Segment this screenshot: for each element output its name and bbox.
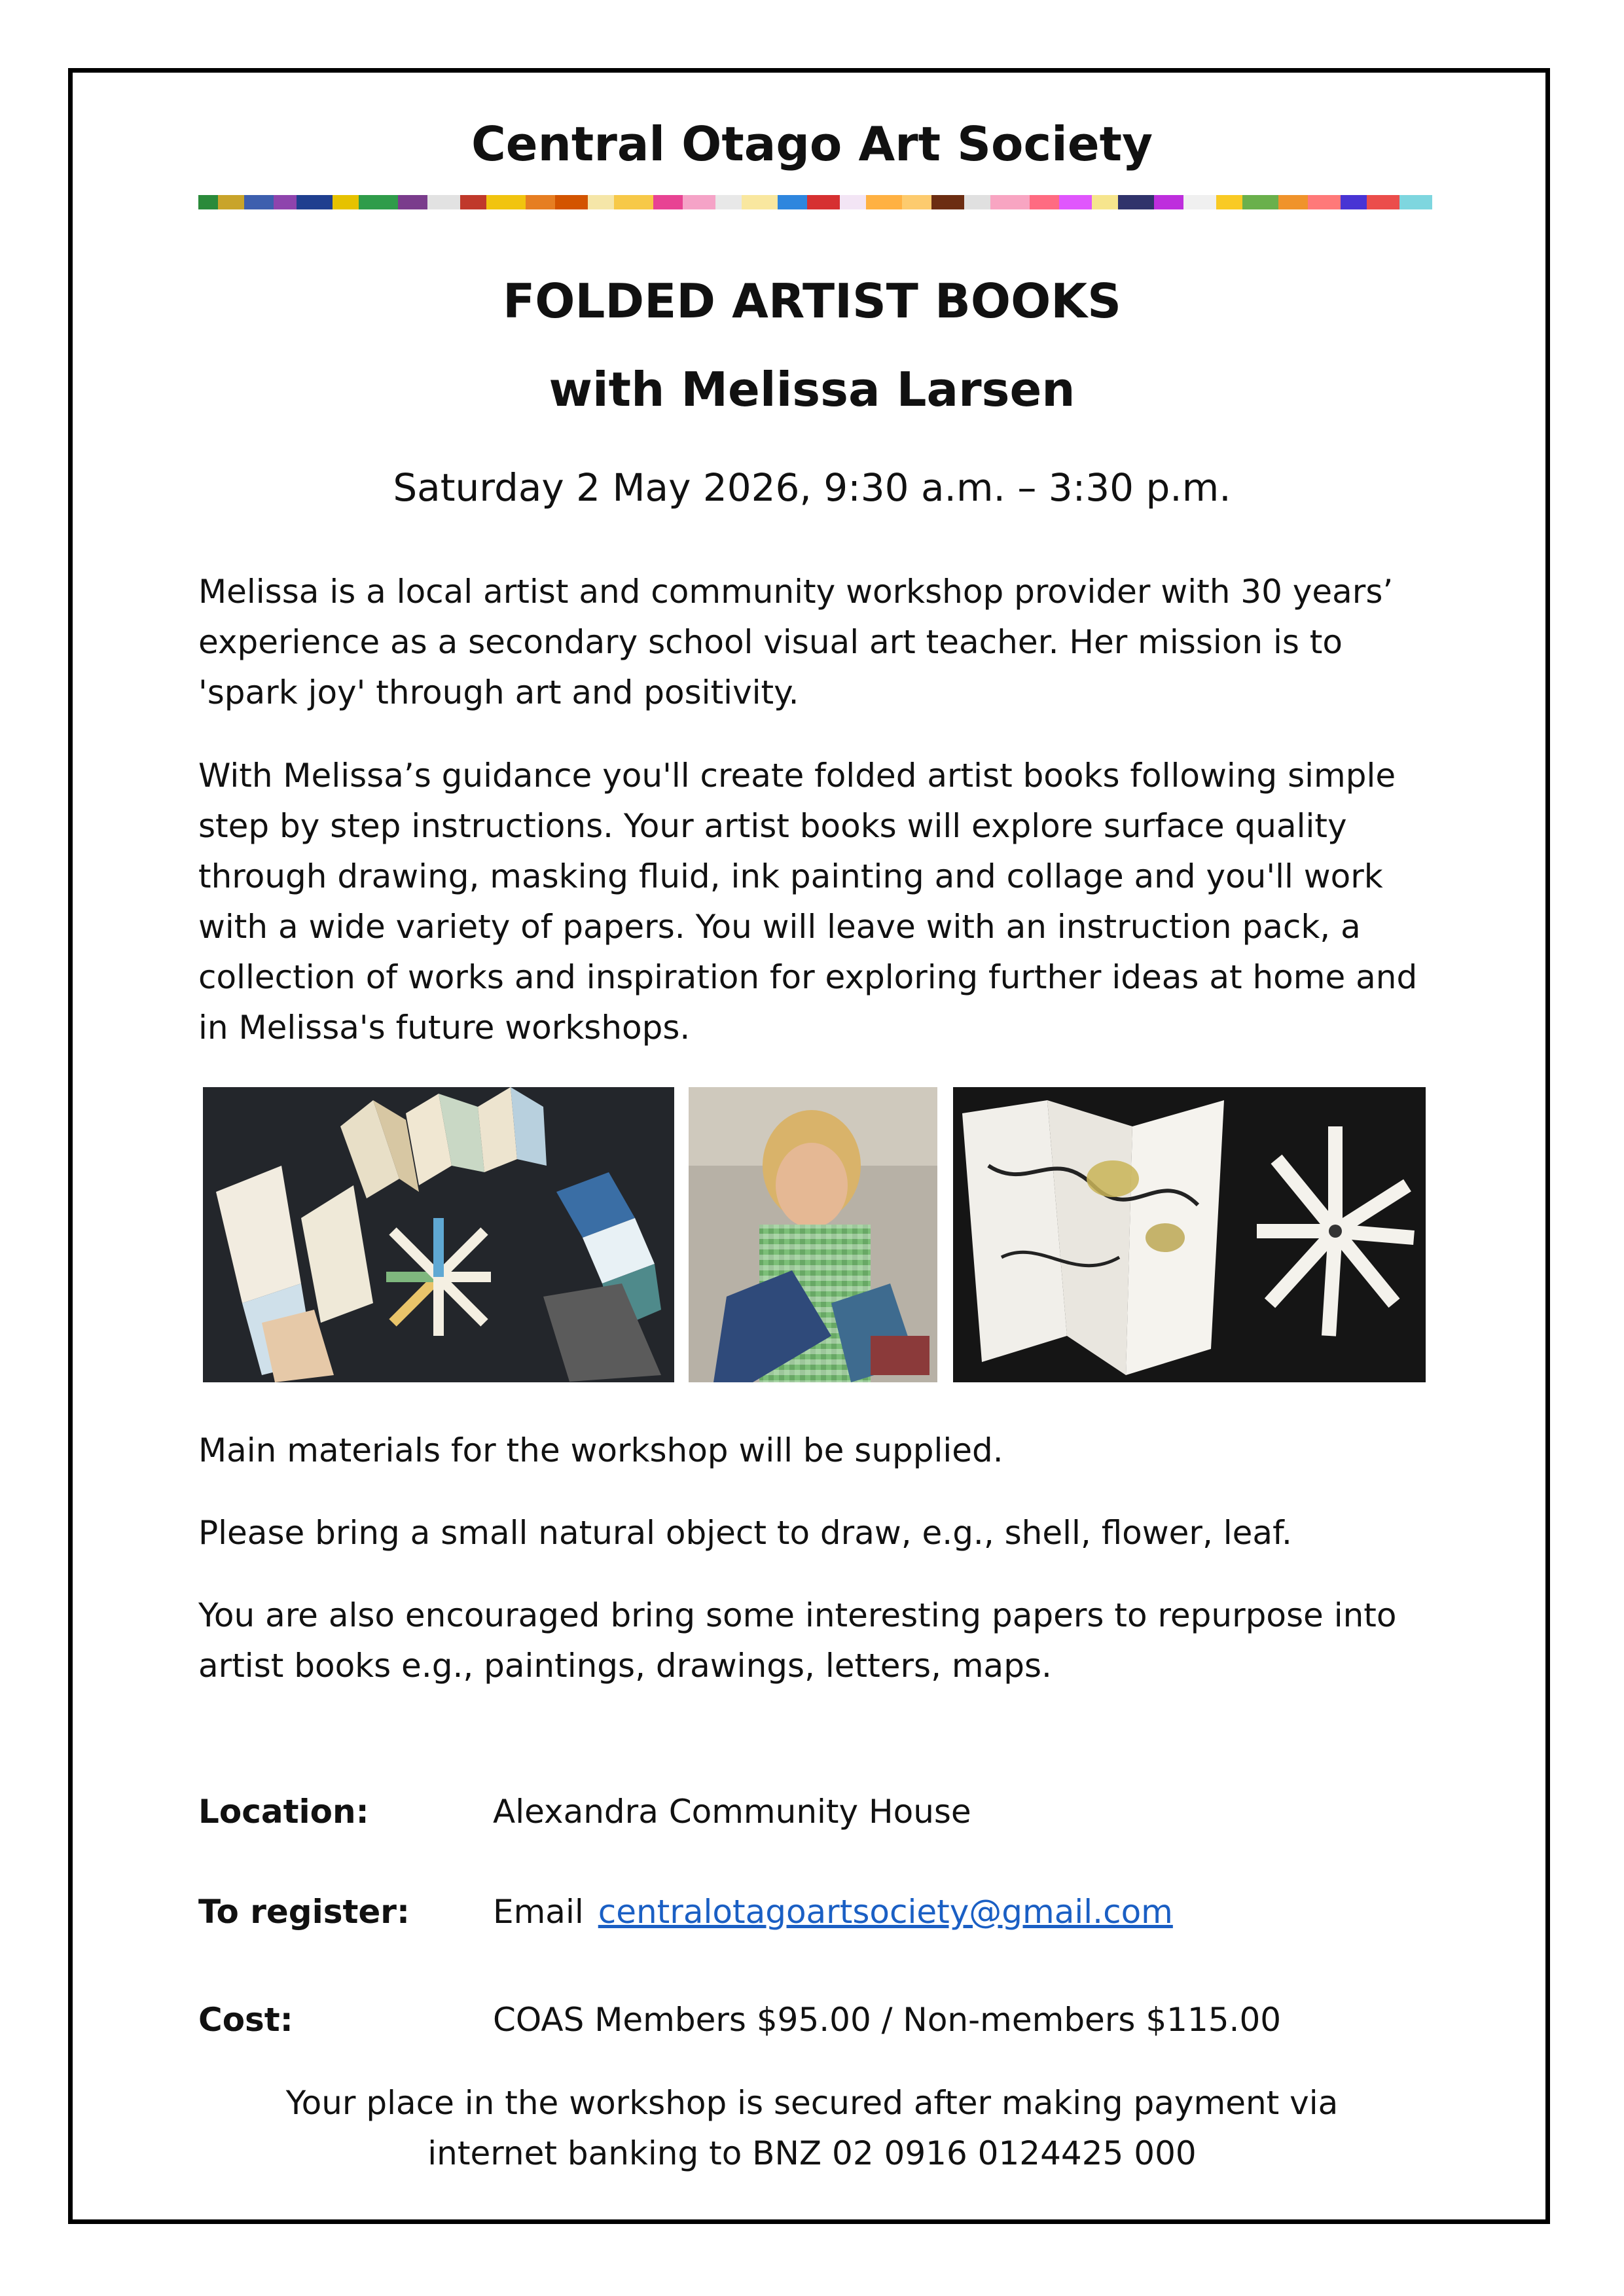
event-title: FOLDED ARTIST BOOKS xyxy=(503,274,1121,329)
folded-books-photo xyxy=(203,1087,674,1382)
location-label: Location: xyxy=(198,1793,369,1831)
register-value xyxy=(493,1887,1173,1937)
register-email-link[interactable]: centralotagoartsociety@gmail.com xyxy=(598,1893,1173,1931)
details-paragraph: With Melissa’s guidance you'll create folded artist books following simple step by step instructions. Your artist books will explore surface quality through drawing, masking fluid, ink painting and collage and you'll work with a wide variety of papers. You will leave with an instruction pack, a collection of works and inspiration for exploring further ideas at home and in Melissa's future workshops. xyxy=(198,757,1418,1047)
bring-item-note: Please bring a small natural object to draw, e.g., shell, flower, leaf. xyxy=(198,1514,1292,1552)
register-label: To register: xyxy=(198,1893,410,1931)
workshop-photos xyxy=(203,1087,1426,1382)
sketched-books-photo xyxy=(953,1087,1426,1382)
rainbow-divider xyxy=(198,195,1432,209)
intro-paragraph: Melissa is a local artist and community workshop provider with 30 years’ experience as a secondary school visual art teacher. Her mission is to 'spark joy' through art and positivity. xyxy=(198,573,1394,711)
event-date-time: Saturday 2 May 2026, 9:30 a.m. – 3:30 p.m. xyxy=(393,465,1231,510)
cost-label: Cost: xyxy=(198,2001,293,2039)
artist-at-work-photo xyxy=(689,1087,937,1382)
event-subtitle: with Melissa Larsen xyxy=(549,362,1075,417)
payment-note xyxy=(0,2078,1624,2179)
encourage-papers-note: You are also encouraged bring some interesting papers to repurpose into artist books e.g., paintings, drawings, letters, maps. xyxy=(198,1596,1397,1685)
payment-line-1: Your place in the workshop is secured after making payment via xyxy=(285,2084,1339,2122)
society-name: Central Otago Art Society xyxy=(471,117,1153,171)
materials-note: Main materials for the workshop will be supplied. xyxy=(198,1431,1003,1469)
cost-value: COAS Members $95.00 / Non-members $115.00 xyxy=(493,2001,1282,2039)
payment-line-2: internet banking to BNZ 02 0916 0124425 000 xyxy=(427,2134,1197,2172)
location-value: Alexandra Community House xyxy=(493,1793,971,1831)
register-prefix: Email xyxy=(493,1893,584,1931)
